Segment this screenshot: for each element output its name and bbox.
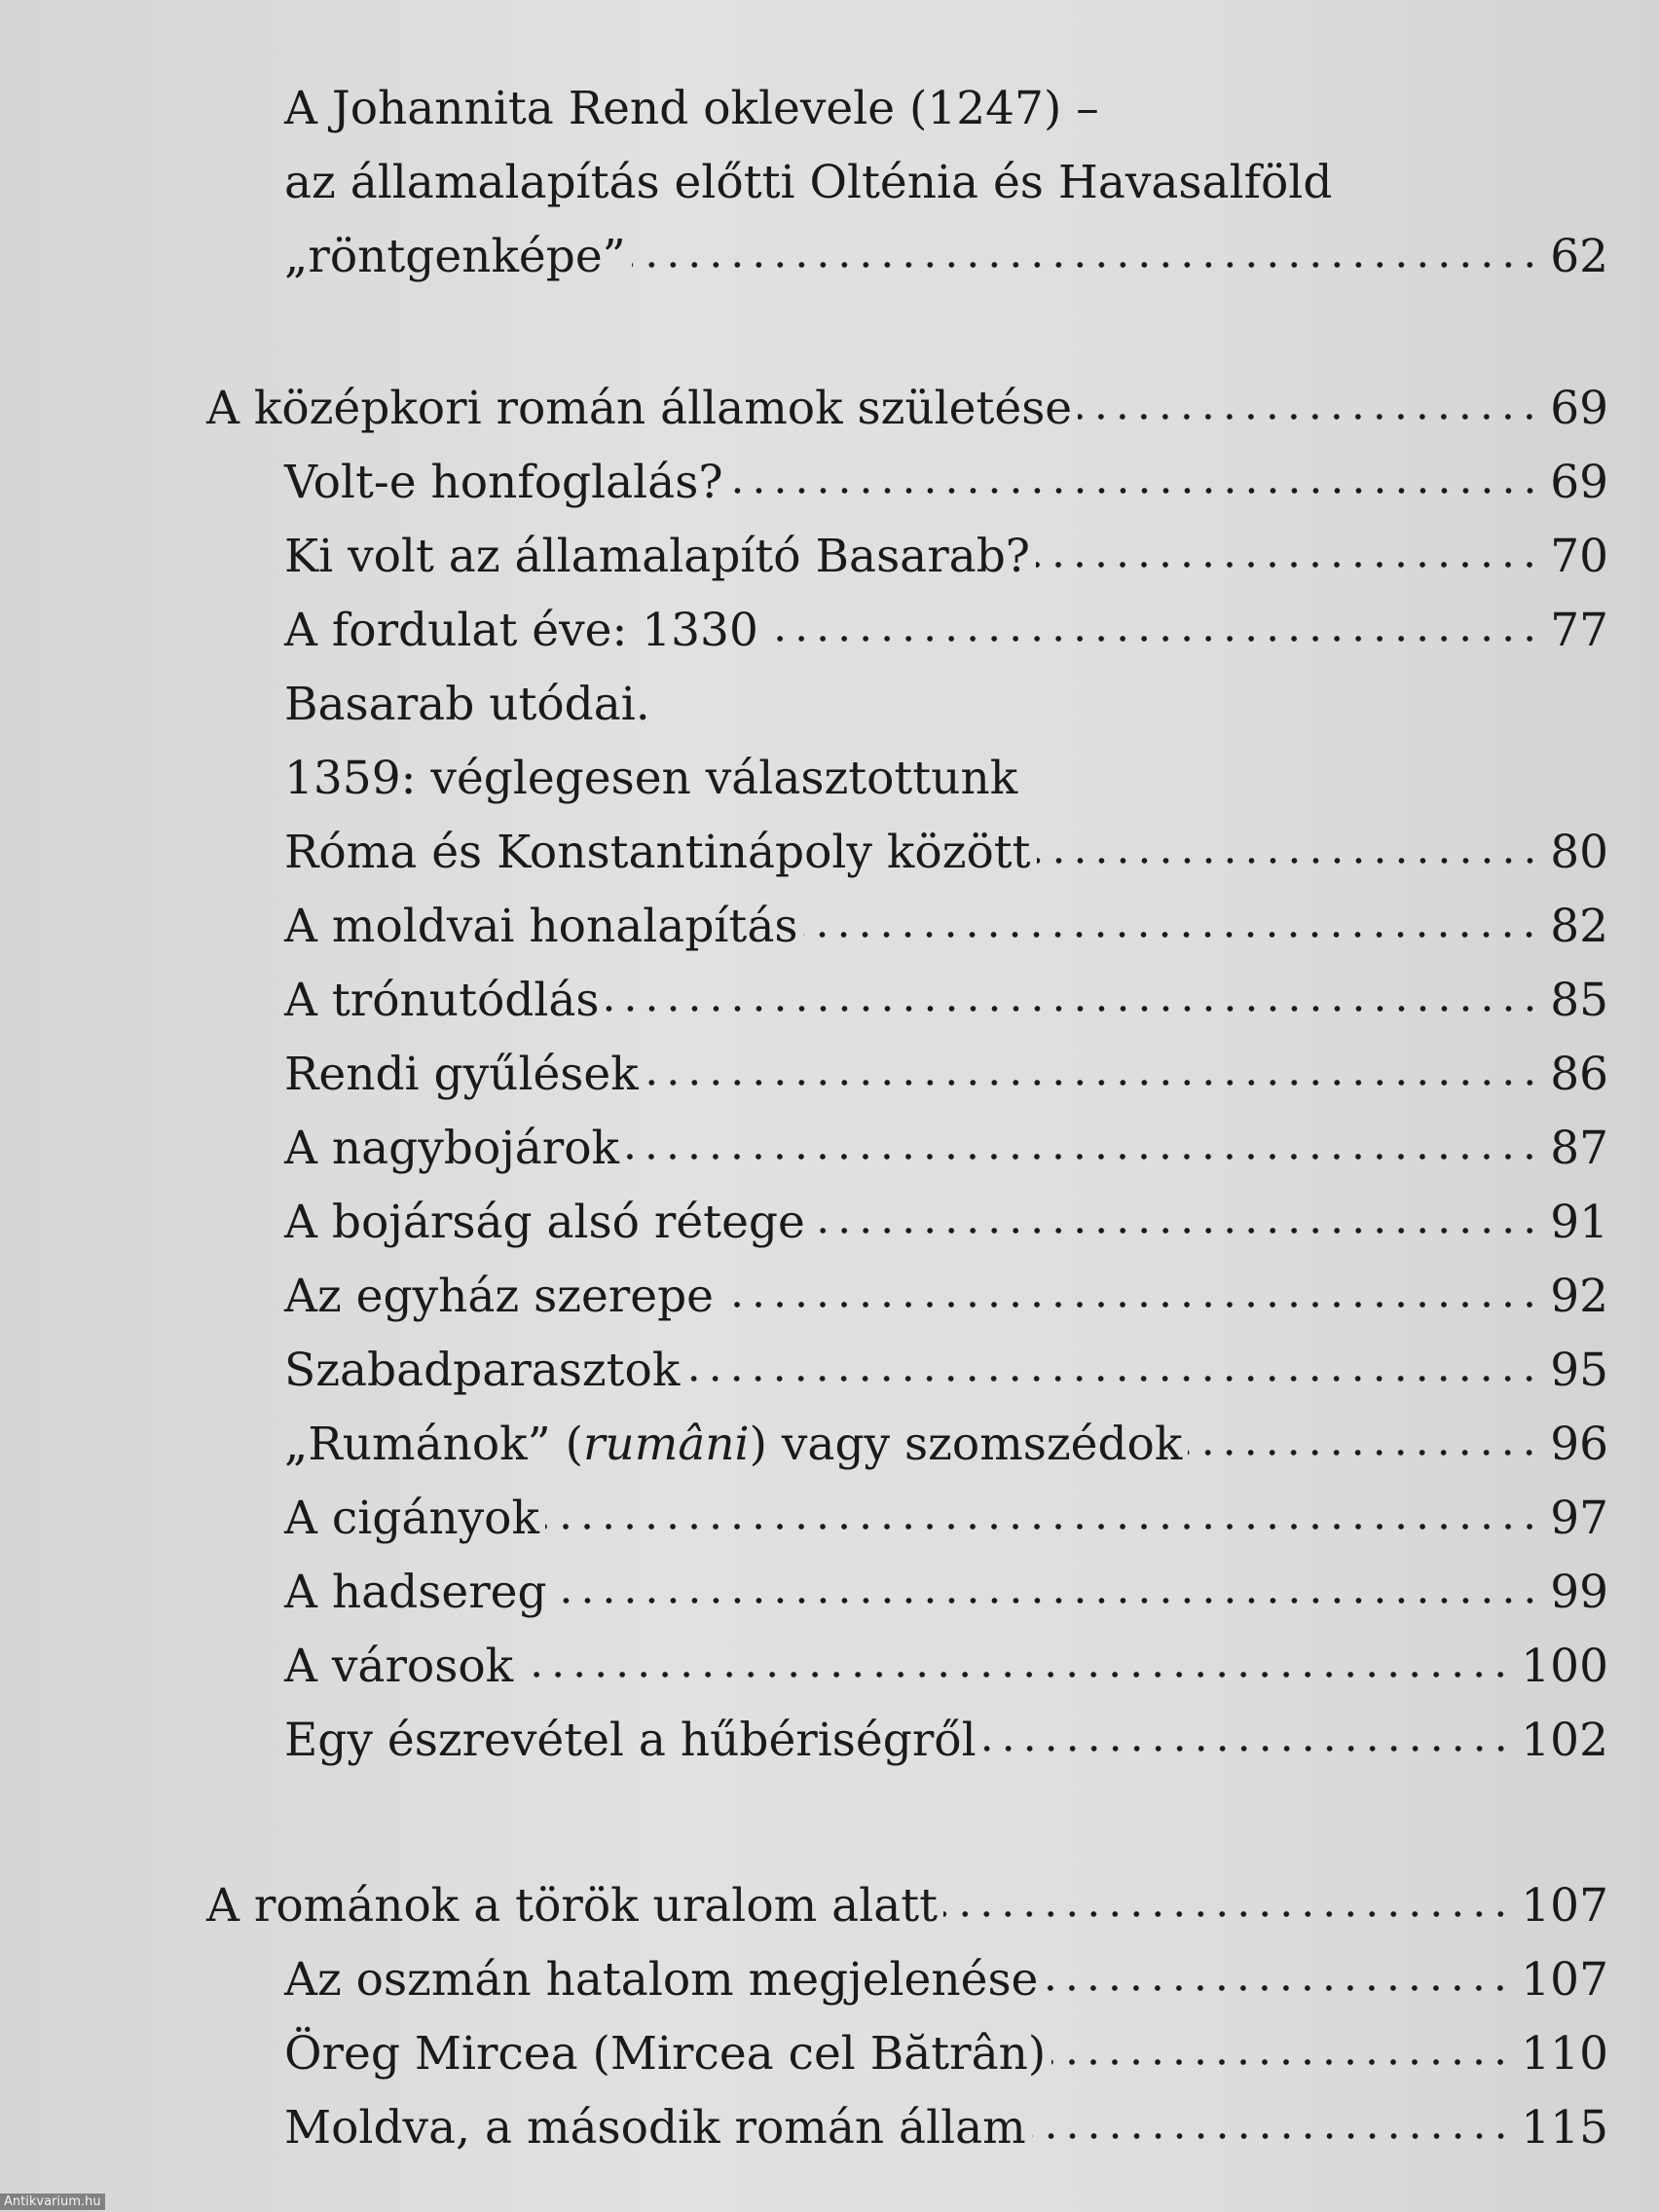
toc-entry-honfoglalas — [284, 454, 1608, 512]
toc-title-part: ) vagy szomszédok — [749, 1418, 1183, 1471]
toc-page-number: 102 — [1521, 1714, 1608, 1767]
toc-entry-1359-line1 — [284, 750, 1608, 808]
dot-leader — [519, 1670, 1511, 1679]
dot-leader — [1188, 1448, 1540, 1457]
toc-entry-hadsereg — [284, 1564, 1608, 1622]
toc-page-number: 99 — [1550, 1566, 1608, 1619]
dot-leader — [625, 1152, 1540, 1161]
toc-entry-title — [284, 1416, 1182, 1474]
toc-page-number: 86 — [1550, 1048, 1608, 1101]
toc-entry-1359-line2 — [284, 824, 1608, 882]
toc-entry-rendi-gyulesek — [284, 1046, 1608, 1104]
toc-page-number: 85 — [1550, 974, 1608, 1027]
toc-chapter-kozepkori-roman-allamok — [206, 380, 1608, 438]
toc-entry-huberiseg — [284, 1712, 1608, 1770]
toc-page-number: 69 — [1550, 382, 1608, 435]
toc-entry-egyhaz-szerepe — [284, 1268, 1608, 1326]
toc-page-number: 100 — [1521, 1640, 1608, 1693]
dot-leader — [1037, 856, 1540, 866]
toc-entry-bojarsag-also-retege — [284, 1194, 1608, 1252]
dot-leader — [729, 486, 1540, 496]
dot-leader — [553, 1596, 1540, 1605]
toc-entry-moldvai-honalapitas — [284, 898, 1608, 956]
toc-entry-title: „röntgenképe” — [284, 230, 626, 283]
dot-leader — [1032, 2131, 1512, 2141]
toc-entry-title: Rendi gyűlések — [284, 1048, 639, 1101]
dot-leader — [811, 1226, 1540, 1235]
toc-page-number: 96 — [1550, 1418, 1608, 1471]
toc-entry-szabadparasztok — [284, 1342, 1608, 1400]
dot-leader — [1078, 412, 1540, 422]
toc-page-number: 91 — [1550, 1196, 1608, 1249]
toc-entry-title: A hadsereg — [284, 1566, 547, 1619]
toc-entry-moldva-masodik — [284, 2099, 1608, 2157]
toc-entry-basarab-utodai — [284, 676, 1608, 734]
toc-entry-basarab — [284, 528, 1608, 586]
dot-leader — [1051, 2057, 1511, 2067]
toc-page-number: 62 — [1550, 230, 1608, 283]
dot-leader — [606, 1004, 1540, 1014]
dot-leader — [764, 634, 1540, 644]
toc-page-number: 115 — [1521, 2101, 1608, 2155]
toc-entry-johannita-line2 — [284, 154, 1608, 212]
toc-entry-title: Egy észrevétel a hűbériségről — [284, 1714, 977, 1767]
dot-leader — [685, 1374, 1540, 1383]
toc-entry-rontgenkepe — [284, 228, 1608, 286]
toc-chapter-title: A középkori román államok születése — [206, 382, 1073, 435]
toc-page-number: 92 — [1550, 1270, 1608, 1323]
toc-entry-title: az államalapítás előtti Olténia és Havasalföld — [284, 156, 1333, 209]
toc-entry-title: Az oszmán hatalom megjelenése — [284, 1953, 1039, 2007]
toc-title-italic: rumâni — [582, 1418, 750, 1471]
dot-leader — [1036, 560, 1540, 570]
dot-leader — [943, 1909, 1511, 1919]
toc-entry-title: A cigányok — [284, 1492, 539, 1545]
dot-leader — [803, 930, 1540, 940]
dot-leader — [545, 1522, 1540, 1531]
toc-page-number: 69 — [1550, 456, 1608, 509]
toc-entry-title: Basarab utódai. — [284, 678, 650, 731]
toc-entry-title: A bojárság alsó rétege — [284, 1196, 805, 1249]
toc-entry-title: A városok — [284, 1640, 514, 1693]
toc-page-number: 107 — [1521, 1879, 1608, 1933]
toc-entry-oszman-hatalom — [284, 1951, 1608, 2009]
toc-entry-title: Ki volt az államalapító Basarab? — [284, 530, 1030, 583]
toc-page-number: 97 — [1550, 1492, 1608, 1545]
toc-entry-fordulat — [284, 602, 1608, 660]
toc-page-number: 107 — [1521, 1953, 1608, 2007]
toc-title-part: „Rumánok” ( — [284, 1418, 583, 1471]
toc-page-number: 70 — [1550, 530, 1608, 583]
toc-page-number: 77 — [1550, 604, 1608, 657]
toc-page-number: 80 — [1550, 826, 1608, 879]
toc-entry-title: A Johannita Rend oklevele (1247) – — [284, 82, 1099, 135]
toc-page-number: 95 — [1550, 1344, 1608, 1397]
watermark-label: Antikvarium.hu — [0, 2194, 105, 2210]
toc-page-number: 82 — [1550, 900, 1608, 953]
toc-entry-title: Az egyház szerepe — [284, 1270, 714, 1323]
toc-entry-title: Volt-e honfoglalás? — [284, 456, 723, 509]
toc-chapter-title: A románok a török uralom alatt — [206, 1879, 938, 1933]
toc-entry-title: A trónutódlás — [284, 974, 600, 1027]
toc-entry-title: A fordulat éve: 1330 — [284, 604, 758, 657]
toc-entry-title: Róma és Konstantinápoly között — [284, 826, 1031, 879]
toc-entry-rumanok — [284, 1416, 1608, 1474]
toc-page-number: 87 — [1550, 1122, 1608, 1175]
dot-leader — [1044, 1983, 1511, 1993]
toc-entry-title: A nagybojárok — [284, 1122, 620, 1175]
toc-entry-title: Moldva, a második román állam — [284, 2101, 1026, 2155]
toc-entry-title: 1359: véglegesen választottunk — [284, 752, 1018, 805]
toc-entry-ciganyok — [284, 1490, 1608, 1548]
toc-entry-title: Öreg Mircea (Mircea cel Bătrân) — [284, 2027, 1047, 2081]
toc-entry-varosok — [284, 1638, 1608, 1696]
dot-leader — [719, 1300, 1540, 1309]
toc-entry-johannita-line1 — [284, 80, 1608, 138]
dot-leader — [645, 1078, 1540, 1088]
dot-leader — [632, 260, 1540, 270]
toc-entry-tronutodlas — [284, 972, 1608, 1030]
toc-entry-title: Szabadparasztok — [284, 1344, 681, 1397]
toc-chapter-torok-uralom — [206, 1877, 1608, 1936]
toc-entry-oreg-mircea — [284, 2025, 1608, 2083]
toc-page-number: 110 — [1521, 2027, 1608, 2081]
toc-entry-nagybojarok — [284, 1120, 1608, 1178]
toc-entry-title: A moldvai honalapítás — [284, 900, 798, 953]
dot-leader — [982, 1744, 1512, 1753]
